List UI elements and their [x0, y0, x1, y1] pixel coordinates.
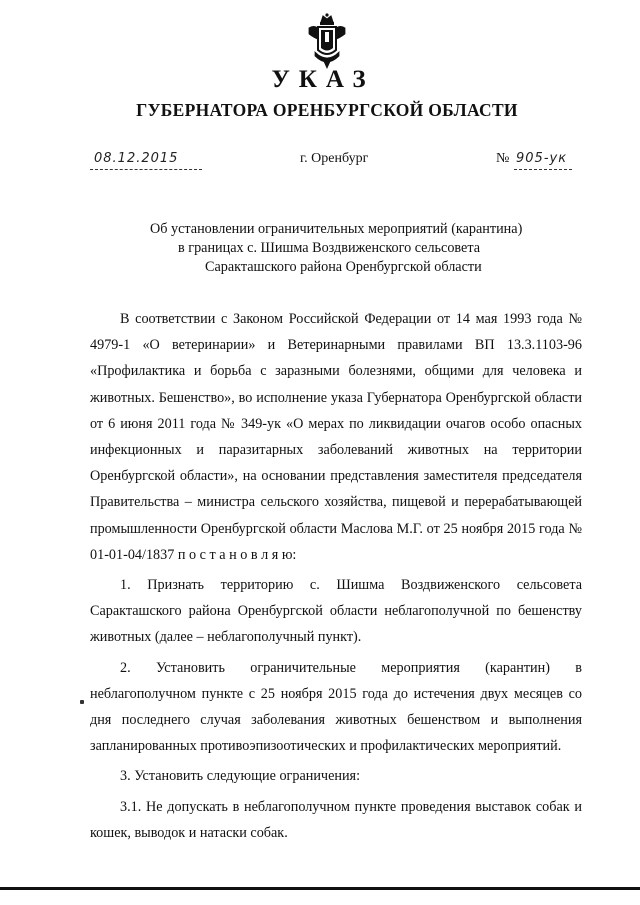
date-field	[90, 150, 202, 172]
decree-word: п о с т а н о в л я ю:	[177, 546, 297, 563]
document-title: УКАЗ	[271, 66, 375, 93]
subject-line: в границах с. Шишма Воздвиженского сельсовета	[178, 240, 480, 256]
item-3-1-paragraph: 3.1. Не допускать в неблагополучном пункте проведения выставок собак и кошек, выводок и натаски собак.	[90, 798, 582, 841]
date-underline	[90, 169, 202, 170]
item-1-paragraph: 1. Признать территорию с. Шишма Воздвиженского сельсовета Саракташского района Оренбургской области неблагополучной по бешенству животных (далее – неблагополучный пункт).	[90, 577, 582, 646]
handwritten-number: 905-ук	[516, 151, 568, 166]
subject-line: Саракташского района Оренбургской области	[205, 259, 482, 275]
item-3-paragraph: 3. Установить следующие ограничения:	[120, 768, 361, 785]
bottom-border-line	[0, 887, 640, 890]
number-underline	[514, 169, 572, 170]
number-label: №	[496, 151, 510, 166]
issuer-title: ГУБЕРНАТОРА ОРЕНБУРГСКОЙ ОБЛАСТИ	[136, 100, 518, 120]
item-2-paragraph: 2. Установить ограничительные мероприятия (карантин) в неблагополучном пункте с 25 ноября 2015 года до истечения двух месяцев со дня последнего случая заболевания животных бешенством и выполнения запланированных противоэпизоотических и профилактических мероприятий.	[90, 659, 582, 755]
number-field	[514, 150, 572, 172]
preamble-paragraph	[90, 306, 582, 568]
subject-line: Об установлении ограничительных мероприятий (карантина)	[150, 221, 523, 237]
document-subject	[150, 220, 522, 277]
scan-mark	[80, 700, 84, 704]
coat-of-arms-emblem	[305, 12, 349, 70]
document-body	[90, 306, 582, 846]
city-label: г. Оренбург	[300, 151, 369, 166]
preamble-text: В соответствии с Законом Российской Федерации от 14 мая 1993 года № 4979-1 «О ветеринарии» и Ветеринарными правилами ВП 13.3.1103-96 «Профилактика и борьба с заразными болезнями, общими для человека и животных. Бешенство», во исполнение указа Губернатора Оренбургской области от 6 июня 2011 года № 349-ук «О мерах по ликвидации очагов особо опасных инфекционных и паразитарных заболеваний животных на территории Оренбургской области», на основании представления заместителя председателя Правительства – министра сельского хозяйства, пищевой и перерабатывающей промышленности Оренбургской области Маслова М.Г. от 25 ноября 2015 года № 01-01-04/1837	[90, 311, 582, 563]
handwritten-date: 08.12.2015	[94, 151, 179, 166]
